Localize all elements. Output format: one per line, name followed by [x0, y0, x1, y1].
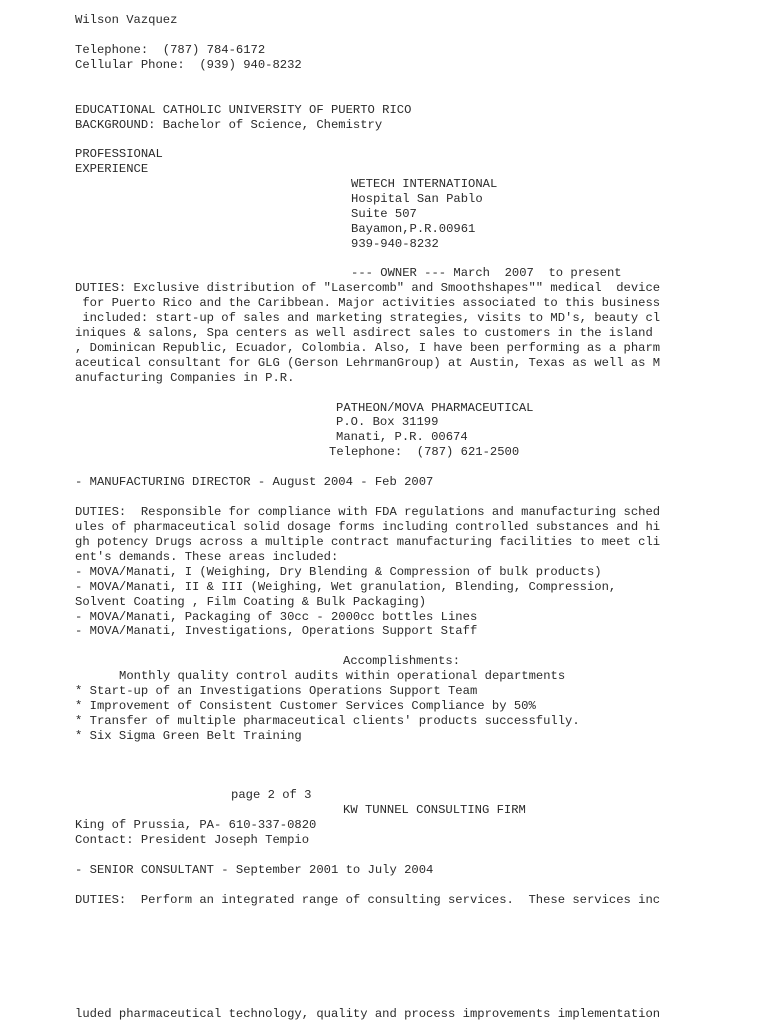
accomplishment-bullet: * Transfer of multiple pharmaceutical clients' products successfully.: [75, 714, 580, 728]
duties-paragraph-line: for Puerto Rico and the Caribbean. Major activities associated to this business: [75, 296, 661, 310]
telephone-line: Telephone: (787) 784-6172: [75, 43, 266, 57]
employer-phone: 939-940-8232: [351, 237, 439, 251]
cellular-phone-line: Cellular Phone: (939) 940-8232: [75, 58, 302, 72]
employer-address-line: Hospital San Pablo: [351, 192, 483, 206]
duties-list-item: - MOVA/Manati, II & III (Weighing, Wet granulation, Blending, Compression,: [75, 580, 617, 594]
duties-list-item: Solvent Coating , Film Coating & Bulk Packaging): [75, 595, 427, 609]
job-title-line: - MANUFACTURING DIRECTOR - August 2004 - Feb 2007: [75, 475, 434, 489]
duties-paragraph-line: , Dominican Republic, Ecuador, Colombia. Also, I have been performing as a pharm: [75, 341, 661, 355]
duties-paragraph-line: ent's demands. These areas included:: [75, 550, 339, 564]
accomplishments-heading: Accomplishments:: [343, 654, 461, 668]
employer-name: KW TUNNEL CONSULTING FIRM: [343, 803, 526, 817]
duties-paragraph-line: included: start-up of sales and marketing strategies, visits to MD's, beauty cl: [75, 311, 661, 325]
duties-paragraph-line: gh potency Drugs across a multiple contract manufacturing facilities to meet cli: [75, 535, 661, 549]
job-title-line: --- OWNER --- March 2007 to present: [351, 266, 622, 280]
education-line: EDUCATIONAL CATHOLIC UNIVERSITY OF PUERTO RICO: [75, 103, 412, 117]
duties-paragraph-line: iniques & salons, Spa centers as well asdirect sales to customers in the island: [75, 326, 653, 340]
page-number: page 2 of 3: [231, 788, 312, 802]
employer-address-line: King of Prussia, PA- 610-337-0820: [75, 818, 317, 832]
employer-address-line: P.O. Box 31199: [336, 415, 439, 429]
duties-paragraph-line: anufacturing Companies in P.R.: [75, 371, 295, 385]
duties-list-item: - MOVA/Manati, Investigations, Operations Support Staff: [75, 624, 478, 638]
candidate-name: Wilson Vazquez: [75, 13, 178, 27]
section-heading-professional: PROFESSIONAL: [75, 147, 163, 161]
accomplishment-bullet: * Improvement of Consistent Customer Services Compliance by 50%: [75, 699, 536, 713]
accomplishment-bullet: * Six Sigma Green Belt Training: [75, 729, 302, 743]
duties-list-item: - MOVA/Manati, Packaging of 30cc - 2000cc bottles Lines: [75, 610, 478, 624]
employer-address-line: Suite 507: [351, 207, 417, 221]
job-title-line: - SENIOR CONSULTANT - September 2001 to July 2004: [75, 863, 434, 877]
employer-address-line: Bayamon,P.R.00961: [351, 222, 476, 236]
employer-address-line: Manati, P.R. 00674: [336, 430, 468, 444]
employer-name: WETECH INTERNATIONAL: [351, 177, 498, 191]
education-degree-line: BACKGROUND: Bachelor of Science, Chemistry: [75, 118, 383, 132]
duties-list-item: - MOVA/Manati, I (Weighing, Dry Blending & Compression of bulk products): [75, 565, 602, 579]
duties-paragraph-line: DUTIES: Responsible for compliance with FDA regulations and manufacturing sched: [75, 505, 661, 519]
duties-paragraph-line: luded pharmaceutical technology, quality and process improvements implementation: [75, 1007, 661, 1021]
employer-name: PATHEON/MOVA PHARMACEUTICAL: [336, 401, 534, 415]
employer-phone: Telephone: (787) 621-2500: [329, 445, 520, 459]
employer-contact: Contact: President Joseph Tempio: [75, 833, 310, 847]
duties-paragraph-line: ules of pharmaceutical solid dosage forms including controlled substances and hi: [75, 520, 661, 534]
accomplishment-line: Monthly quality control audits within operational departments: [119, 669, 566, 683]
accomplishment-bullet: * Start-up of an Investigations Operations Support Team: [75, 684, 478, 698]
duties-paragraph-line: DUTIES: Exclusive distribution of "Lasercomb" and Smoothshapes"" medical device: [75, 281, 661, 295]
section-heading-experience: EXPERIENCE: [75, 162, 149, 176]
duties-paragraph-line: aceutical consultant for GLG (Gerson LehrmanGroup) at Austin, Texas as well as M: [75, 356, 661, 370]
duties-paragraph-line: DUTIES: Perform an integrated range of consulting services. These services inc: [75, 893, 661, 907]
